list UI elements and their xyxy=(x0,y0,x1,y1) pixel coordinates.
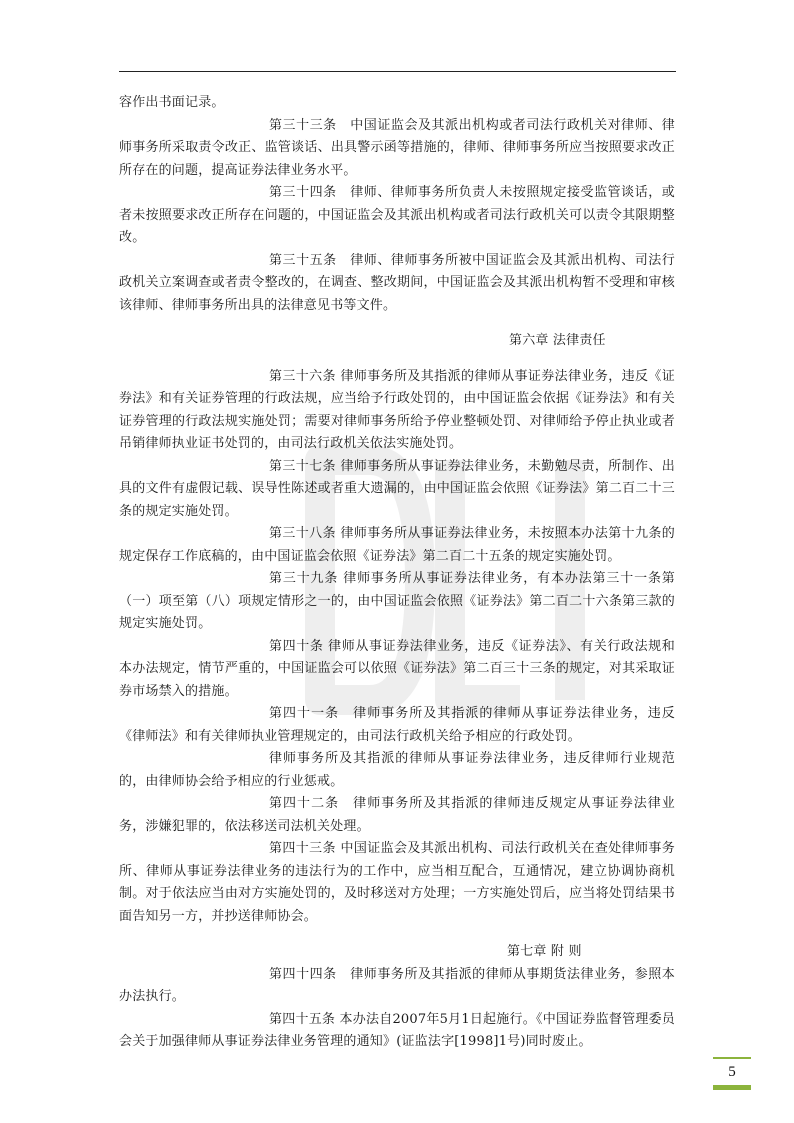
chapter-7-title: 第七章 附 则 xyxy=(507,944,582,959)
article-45: 第四十五条 本办法自2007年5月1日起施行。《中国证券监督管理委员会关于加强律师从事证券法律业务管理的通知》(证监法字[1998]1号)同时废止。 xyxy=(119,1011,675,1049)
article-33: 第三十三条 中国证监会及其派出机构或者司法行政机关对律师、律师事务所采取责令改正、监管谈话、出具警示函等措施的，律师、律师事务所应当按照要求改正所存在的问题，提高证券法律业务水平。 xyxy=(119,117,675,178)
article-43: 第四十三条 中国证监会及其派出机构、司法行政机关在查处律师事务所、律师从事证券法律业务的违法行为的工作中，应当相互配合，互通情况，建立协调协商机制。对于依法应当由对方实施处罚的，及时移送对方处理；一方实施处罚后，应当将处罚结果书面告知另一方，并抄送律师协会。 xyxy=(119,841,675,924)
article-37: 第三十七条 律师事务所从事证券法律业务，未勤勉尽责，所制作、出具的文件有虚假记载、误导性陈述或者重大遗漏的，由中国证监会依照《证券法》第二百二十三条的规定实施处罚。 xyxy=(119,458,675,519)
paragraph-continuation: 容作出书面记录。 xyxy=(119,95,225,110)
document-body xyxy=(119,92,675,1054)
page-number-box xyxy=(713,1057,751,1090)
article-39: 第三十九条 律师事务所从事证券法律业务，有本办法第三十一条第（一）项至第（八）项规定情形之一的，由中国证监会依照《证券法》第二百二十六条第三款的规定实施处罚。 xyxy=(119,571,675,631)
page-number-bottom-bar xyxy=(713,1085,751,1090)
article-44: 第四十四条 律师事务所及其指派的律师从事期货法律业务，参照本办法执行。 xyxy=(119,966,675,1004)
page-number-top-line xyxy=(713,1057,751,1059)
chapter-6-title: 第六章 法律责任 xyxy=(509,333,606,348)
article-42: 第四十二条 律师事务所及其指派的律师违反规定从事证券法律业务，涉嫌犯罪的，依法移送司法机关处理。 xyxy=(119,796,675,834)
article-36: 第三十六条 律师事务所及其指派的律师从事证券法律业务，违反《证券法》和有关证券管理的行政法规，应当给予行政处罚的，由中国证监会依据《证券法》和有关证券管理的行政法规实施处罚；需要对律师事务所给予停业整顿处罚、对律师给予停止执业或者吊销律师执业证书处罚的，由司法行政机关依法实施处罚。 xyxy=(119,368,675,451)
article-41-para-2: 律师事务所及其指派的律师从事证券法律业务，违反律师行业规范的，由律师协会给予相应的行业惩戒。 xyxy=(119,751,675,789)
article-41: 第四十一条 律师事务所及其指派的律师从事证券法律业务，违反《律师法》和有关律师执业管理规定的，由司法行政机关给予相应的行政处罚。 xyxy=(119,706,675,744)
article-40: 第四十条 律师从事证券法律业务，违反《证券法》、有关行政法规和本办法规定，情节严重的，中国证监会可以依照《证券法》第二百三十三条的规定，对其采取证券市场禁入的措施。 xyxy=(119,638,675,699)
article-34: 第三十四条 律师、律师事务所负责人未按照规定接受监管谈话，或者未按照要求改正所存在问题的，中国证监会及其派出机构或者司法行政机关可以责令其限期整改。 xyxy=(119,185,675,245)
article-38: 第三十八条 律师事务所从事证券法律业务，未按照本办法第十九条的规定保存工作底稿的，由中国证监会依照《证券法》第二百二十五条的规定实施处罚。 xyxy=(119,526,675,564)
article-35: 第三十五条 律师、律师事务所被中国证监会及其派出机构、司法行政机关立案调查或者责令整改的，在调查、整改期间，中国证监会及其派出机构暂不受理和审核该律师、律师事务所出具的法律意见书等文件。 xyxy=(119,252,675,313)
page-number: 5 xyxy=(728,1064,736,1080)
header-rule xyxy=(119,71,676,72)
